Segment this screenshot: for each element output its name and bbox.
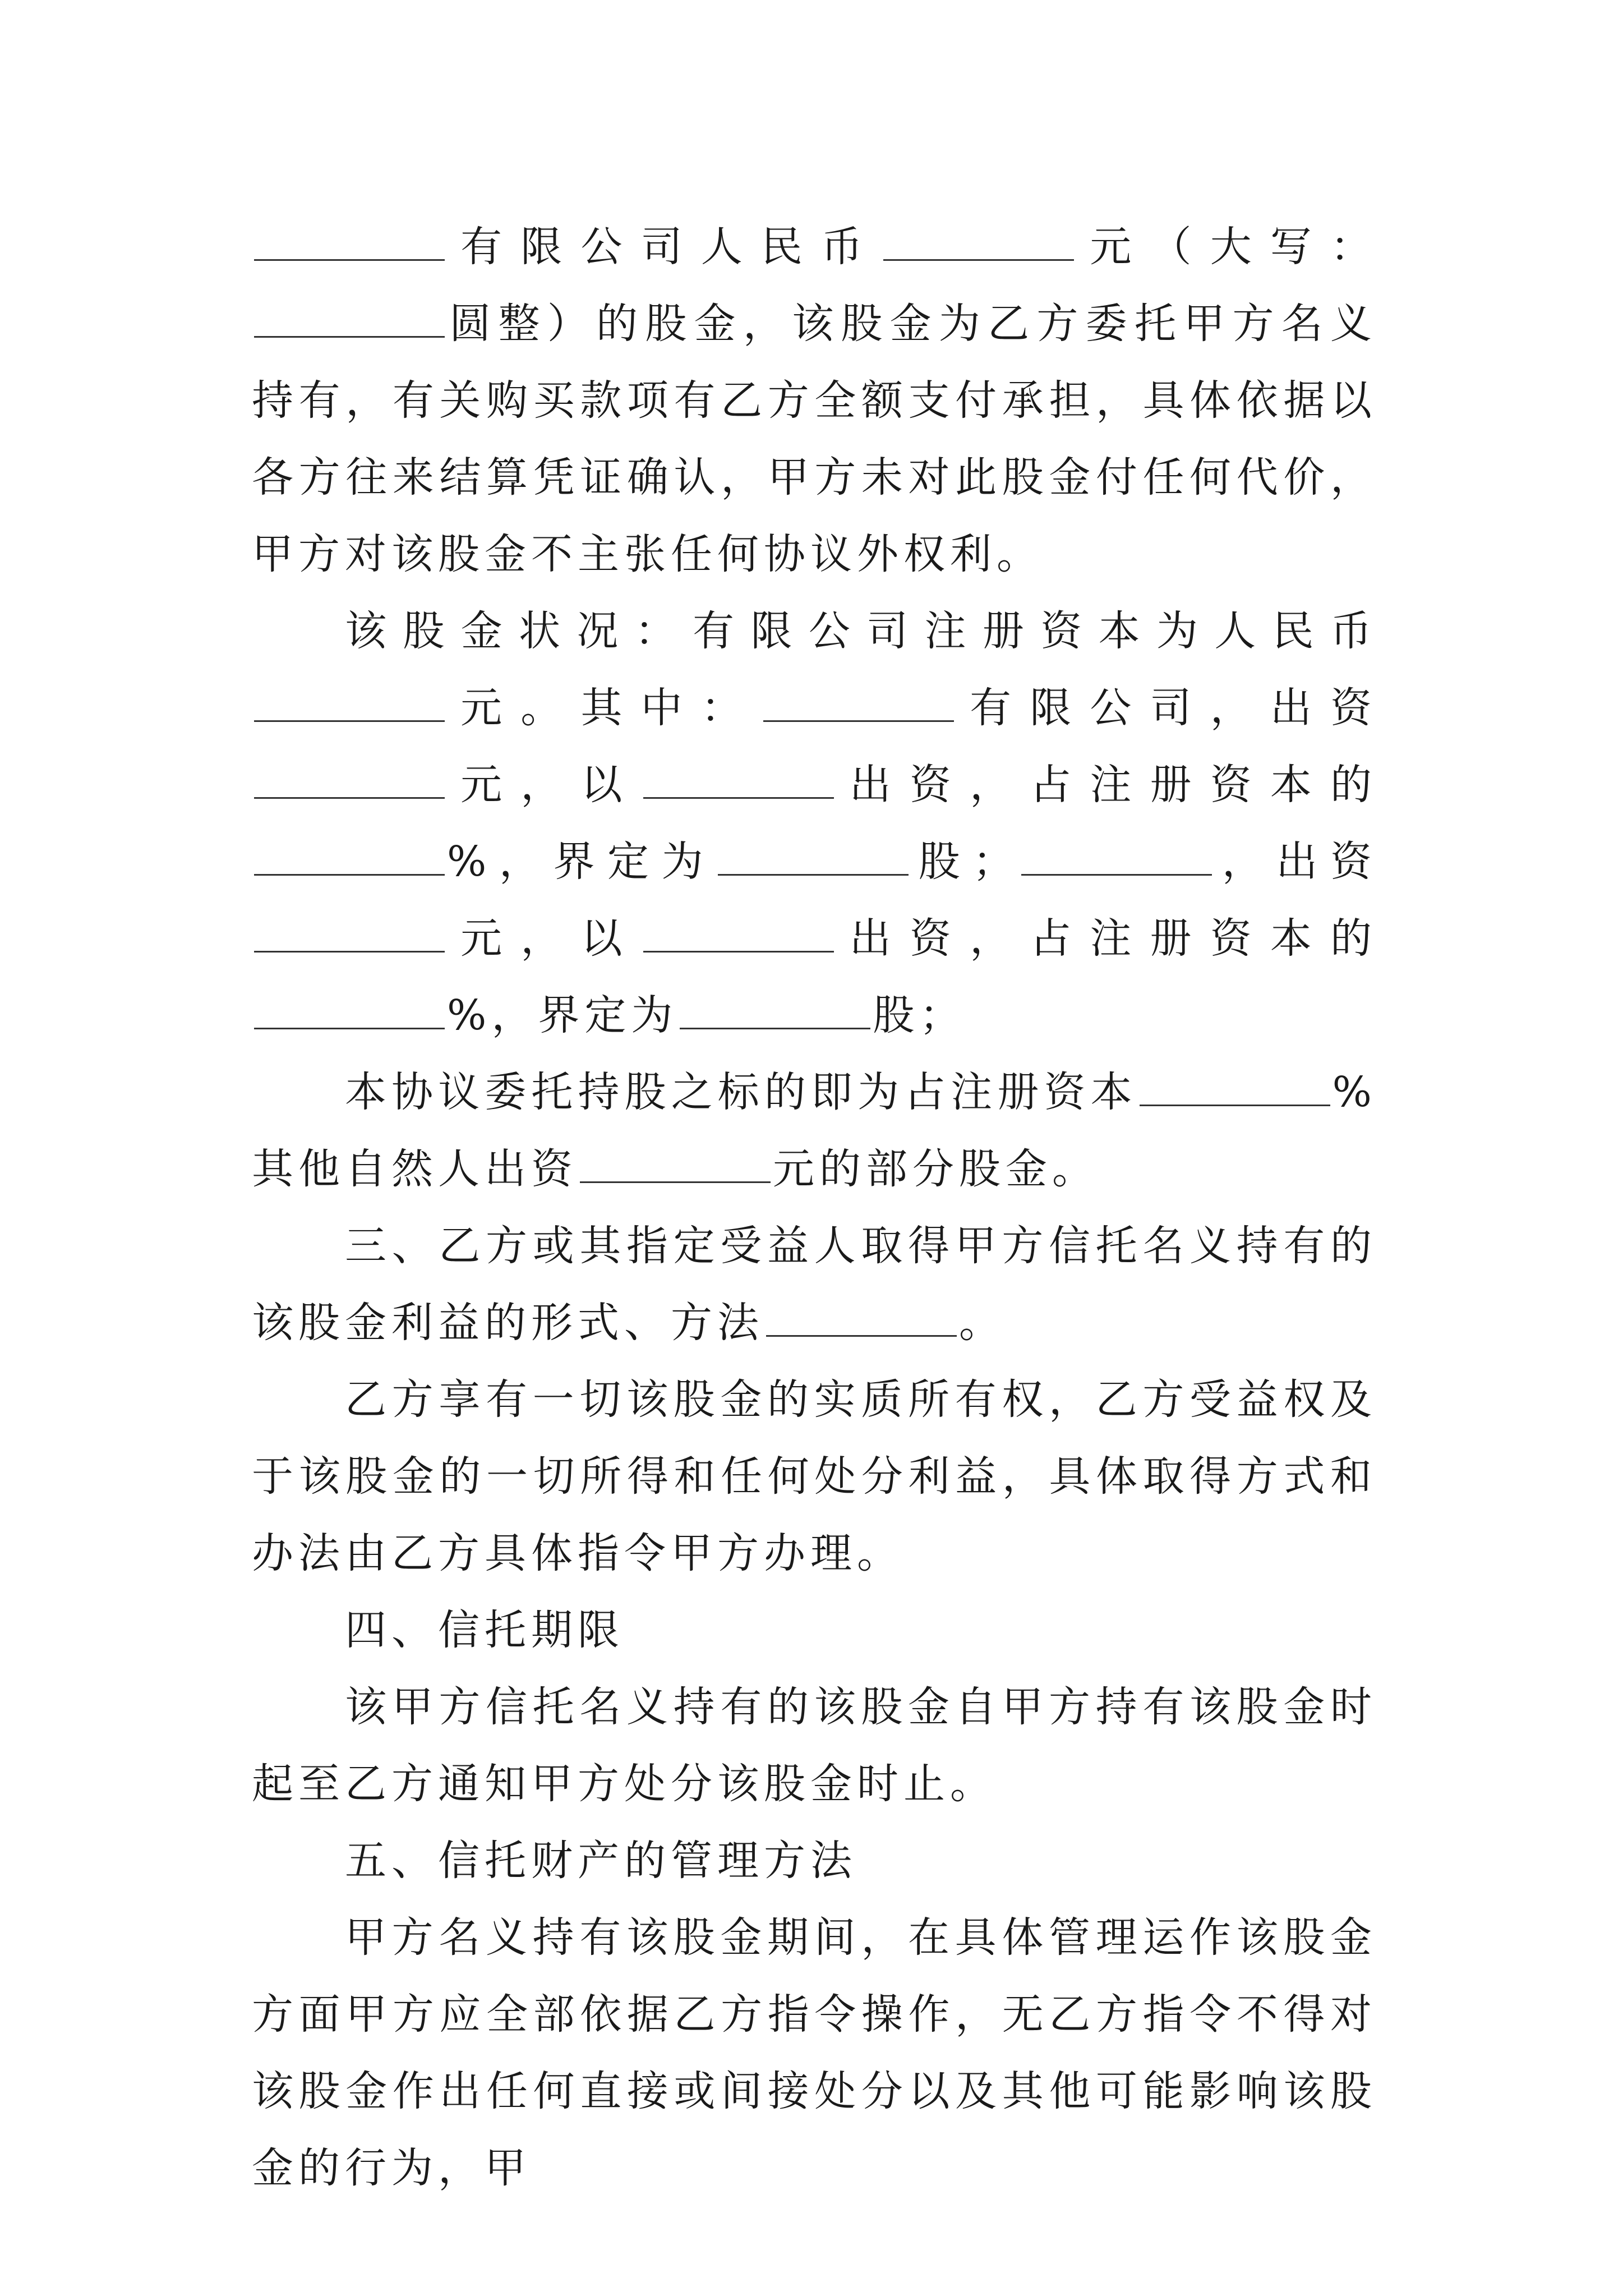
blank-field[interactable] (580, 1142, 771, 1183)
text-segment: 有限公司，出资 (956, 684, 1377, 732)
text-segment: 甲方名义持有该股金期间，在具体管理运作该股金方面甲方应全部依据乙方指令操作，无乙方指令不得对该股金作出任何直接或间接处分以及其他可能影响该股金的行为，甲 (252, 1913, 1377, 2192)
paragraph-share-amount (252, 209, 1377, 593)
paragraph-ownership (252, 1361, 1377, 1592)
text-segment: 出资，占注册资本的 (836, 761, 1377, 809)
text-segment: 元，以 (447, 761, 641, 809)
blank-field[interactable] (254, 988, 445, 1029)
text-segment: 该甲方信托名义持有的该股金自甲方持有该股金时起至乙方通知甲方处分该股金时止。 (252, 1683, 1377, 1808)
text-segment: 元（大写： (1076, 223, 1377, 271)
document-body (252, 209, 1377, 2207)
paragraph-trust-term (252, 1669, 1377, 1823)
blank-field[interactable] (254, 912, 445, 953)
blank-field[interactable] (766, 1296, 957, 1337)
paragraph-management-method (252, 1899, 1377, 2207)
blank-field[interactable] (254, 758, 445, 799)
blank-field[interactable] (1021, 835, 1212, 876)
text-segment: %，界定为 (447, 838, 716, 886)
text-segment: 出资，占注册资本的 (836, 914, 1377, 963)
text-segment: %其他自然人出资 (252, 1068, 1377, 1193)
blank-field[interactable] (254, 681, 445, 722)
text-segment: 四、信托期限 (345, 1606, 624, 1654)
text-segment: 有限公司人民币 (447, 223, 882, 271)
blank-field[interactable] (643, 912, 834, 953)
text-segment: 五、信托财产的管理方法 (345, 1837, 857, 1885)
section-heading-four (252, 1592, 1377, 1669)
text-segment: 圆整）的股金，该股金为乙方委托甲方名义持有，有关购买款项有乙方全额支付承担，具体依据以各方往来结算凭证确认，甲方未对此股金付任何代价，甲方对该股金不主张任何协议外权利。 (252, 300, 1377, 578)
text-segment: 元的部分股金。 (773, 1145, 1099, 1193)
blank-field[interactable] (718, 835, 909, 876)
paragraph-share-status (252, 593, 1377, 1054)
text-segment: %，界定为 (447, 991, 678, 1039)
section-heading-five (252, 1823, 1377, 1899)
blank-field[interactable] (254, 297, 445, 338)
blank-field[interactable] (883, 220, 1074, 261)
blank-field[interactable] (254, 835, 445, 876)
text-segment: 股； (873, 991, 966, 1039)
text-segment: 本协议委托持股之标的即为占注册资本 (345, 1068, 1137, 1116)
blank-field[interactable] (763, 681, 954, 722)
text-segment: 股； (911, 838, 1020, 886)
paragraph-entrusted-target (252, 1054, 1377, 1208)
blank-field[interactable] (643, 758, 834, 799)
text-segment: 元，以 (447, 914, 641, 963)
text-segment: 乙方享有一切该股金的实质所有权，乙方受益权及于该股金的一切所得和任何处分利益，具体取得方式和办法由乙方具体指令甲方办理。 (252, 1375, 1377, 1577)
text-segment: ，出资 (1214, 838, 1377, 886)
blank-field[interactable] (1140, 1065, 1330, 1106)
text-segment: 三、乙方或其指定受益人取得甲方信托名义持有的该股金利益的形式、方法 (252, 1222, 1377, 1347)
blank-field[interactable] (680, 988, 870, 1029)
blank-field[interactable] (254, 220, 445, 261)
paragraph-section-three (252, 1208, 1377, 1361)
text-segment: 元。其中： (447, 684, 761, 732)
text-segment: 。 (959, 1299, 1006, 1347)
text-segment: 该股金状况：有限公司注册资本为人民币 (345, 607, 1377, 655)
